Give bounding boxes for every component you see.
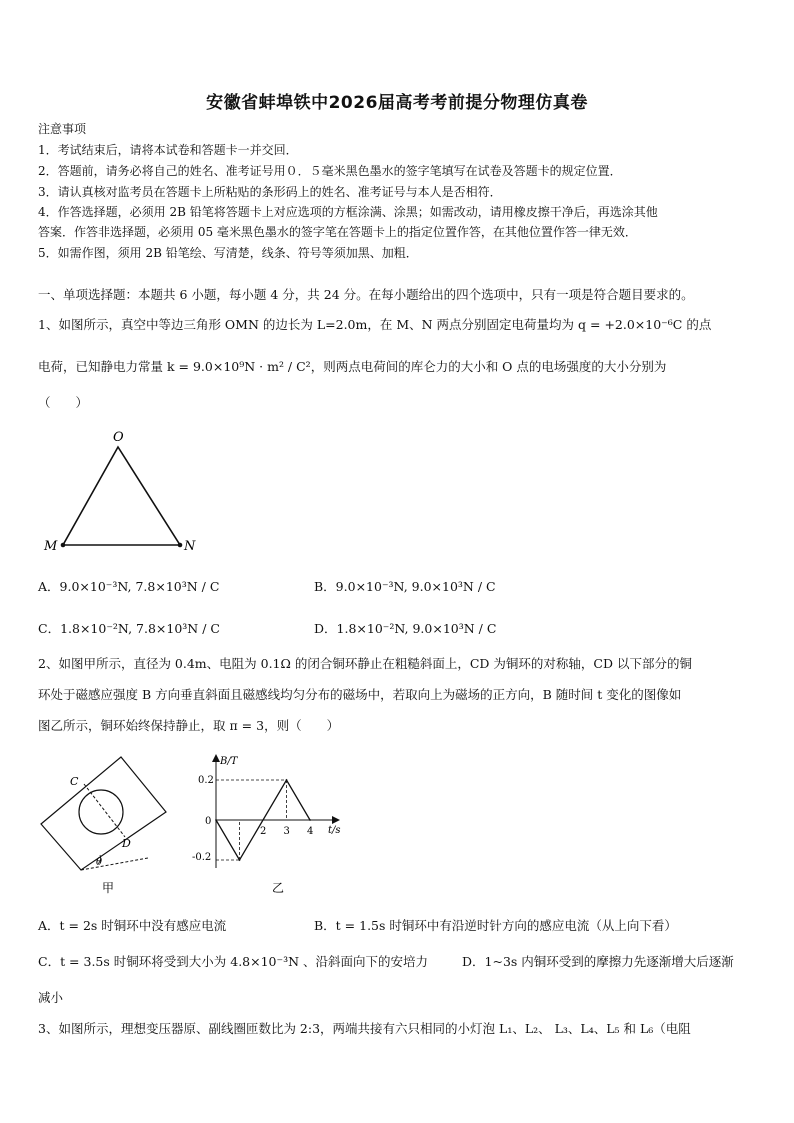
page-title: 安徽省蚌埠铁中2026届高考考前提分物理仿真卷 xyxy=(206,93,588,113)
label-o: O xyxy=(113,430,124,445)
notice-item: 答案．作答非选择题，必须用 05 毫米黑色墨水的签字笔在答题卡上的指定位置作答，在其他位置作答一律无效． xyxy=(38,225,637,239)
x-axis-label: t/s xyxy=(328,825,341,836)
axis-cd xyxy=(84,784,125,837)
q2-option-d-continued: 减小 xyxy=(38,990,64,1005)
triangle-figure xyxy=(38,425,208,560)
charge-m xyxy=(61,543,66,548)
bt-data-point xyxy=(286,779,288,781)
q1-option-d: D．1.8×10⁻²N, 9.0×10³N / C xyxy=(314,621,497,636)
q2-option-b: B．t = 1.5s 时铜环中有沿逆时针方向的感应电流（从上向下看） xyxy=(314,918,677,933)
q1-stem-line1: 1、如图所示，真空中等边三角形 OMN 的边长为 L=2.0m，在 M、N 两点分别固定电荷量均为 q = +2.0×10⁻⁶C 的点 xyxy=(38,317,712,332)
figure-caption-yi: 乙 xyxy=(272,881,285,895)
origin-label: 0 xyxy=(205,816,212,827)
triangle-omn xyxy=(63,447,180,545)
notice-item: 1．考试结束后，请将本试卷和答题卡一并交回． xyxy=(38,143,298,157)
y-axis-label: B/T xyxy=(220,756,238,767)
x-tick-label: 2 xyxy=(260,826,267,837)
q2-stem-line3: 图乙所示，铜环始终保持静止，取 π = 3，则（ ） xyxy=(38,718,340,733)
incline-plane xyxy=(41,757,166,870)
x-axis-arrow xyxy=(332,816,340,824)
copper-ring xyxy=(79,790,123,834)
label-n: N xyxy=(184,539,196,554)
y-axis-arrow xyxy=(212,754,220,762)
bt-data-point xyxy=(309,819,311,821)
bt-data-point xyxy=(215,819,217,821)
label-d: D xyxy=(122,837,131,850)
q2-option-c: C．t = 3.5s 时铜环将受到大小为 4.8×10⁻³N 、沿斜面向下的安培力 xyxy=(38,954,429,969)
chart-plot-area xyxy=(212,754,340,868)
q2-option-a: A．t = 2s 时铜环中没有感应电流 xyxy=(38,918,227,933)
notice-item: 3．请认真核对监考员在答题卡上所粘贴的条形码上的姓名、准考证号与本人是否相符． xyxy=(38,185,502,199)
bt-data-point xyxy=(239,859,241,861)
figure-caption-jia: 甲 xyxy=(102,881,115,895)
notice-heading: 注意事项 xyxy=(38,122,87,136)
incline-ring-figure xyxy=(36,752,176,897)
horizontal-dashed-line xyxy=(81,858,148,870)
y-tick-label-pos: 0.2 xyxy=(198,775,214,786)
label-theta: θ xyxy=(96,857,103,868)
q2-option-d: D．1~3s 内铜环受到的摩擦力先逐渐增大后逐渐 xyxy=(462,954,734,969)
q2-stem-line2: 环处于磁感应强度 B 方向垂直斜面且磁感线均匀分布的磁场中，若取向上为磁场的正方向，B 随时间 t 变化的图像如 xyxy=(38,687,682,702)
y-tick-label-neg: -0.2 xyxy=(192,852,212,863)
notice-item: 2．答题前，请务必将自己的姓名、准考证号用０．５毫米黑色墨水的签字笔填写在试卷及答题卡的规定位置． xyxy=(38,164,622,178)
notice-item: 5．如需作图，须用 2B 铅笔绘、写清楚，线条、符号等须加黑、加粗． xyxy=(38,246,418,260)
charge-n xyxy=(178,543,183,548)
x-tick-label: 3 xyxy=(283,826,290,837)
q1-option-c: C．1.8×10⁻²N, 7.8×10³N / C xyxy=(38,621,220,636)
q2-stem-line1: 2、如图甲所示，直径为 0.4m、电阻为 0.1Ω 的闭合铜环静止在粗糙斜面上，CD 为铜环的对称轴，CD 以下部分的铜 xyxy=(38,656,692,671)
label-c: C xyxy=(70,775,79,788)
notice-item: 4．作答选择题，必须用 2B 铅笔将答题卡上对应选项的方框涂满、涂黑；如需改动，请用橡皮擦干净后，再选涂其他 xyxy=(38,205,658,219)
q1-answer-bracket: （ ） xyxy=(38,395,89,410)
q1-option-a: A．9.0×10⁻³N, 7.8×10³N / C xyxy=(38,579,220,594)
label-m: M xyxy=(44,539,58,554)
bt-graph xyxy=(190,750,350,900)
q1-stem-line2: 电荷，已知静电力常量 k = 9.0×10⁹N · m² / C²，则两点电荷间的库仑力的大小和 O 点的电场强度的大小分别为 xyxy=(38,359,667,374)
section-heading: 一、单项选择题：本题共 6 小题，每小题 4 分，共 24 分。在每小题给出的四个选项中，只有一项是符合题目要求的。 xyxy=(38,287,694,302)
q1-option-b: B．9.0×10⁻³N, 9.0×10³N / C xyxy=(314,579,496,594)
x-tick-label: 4 xyxy=(307,826,314,837)
q3-stem-line1: 3、如图所示，理想变压器原、副线圈匝数比为 2:3，两端共接有六只相同的小灯泡 L₁、L₂、 L₃、L₄、L₅ 和 L₆（电阻 xyxy=(38,1021,691,1036)
